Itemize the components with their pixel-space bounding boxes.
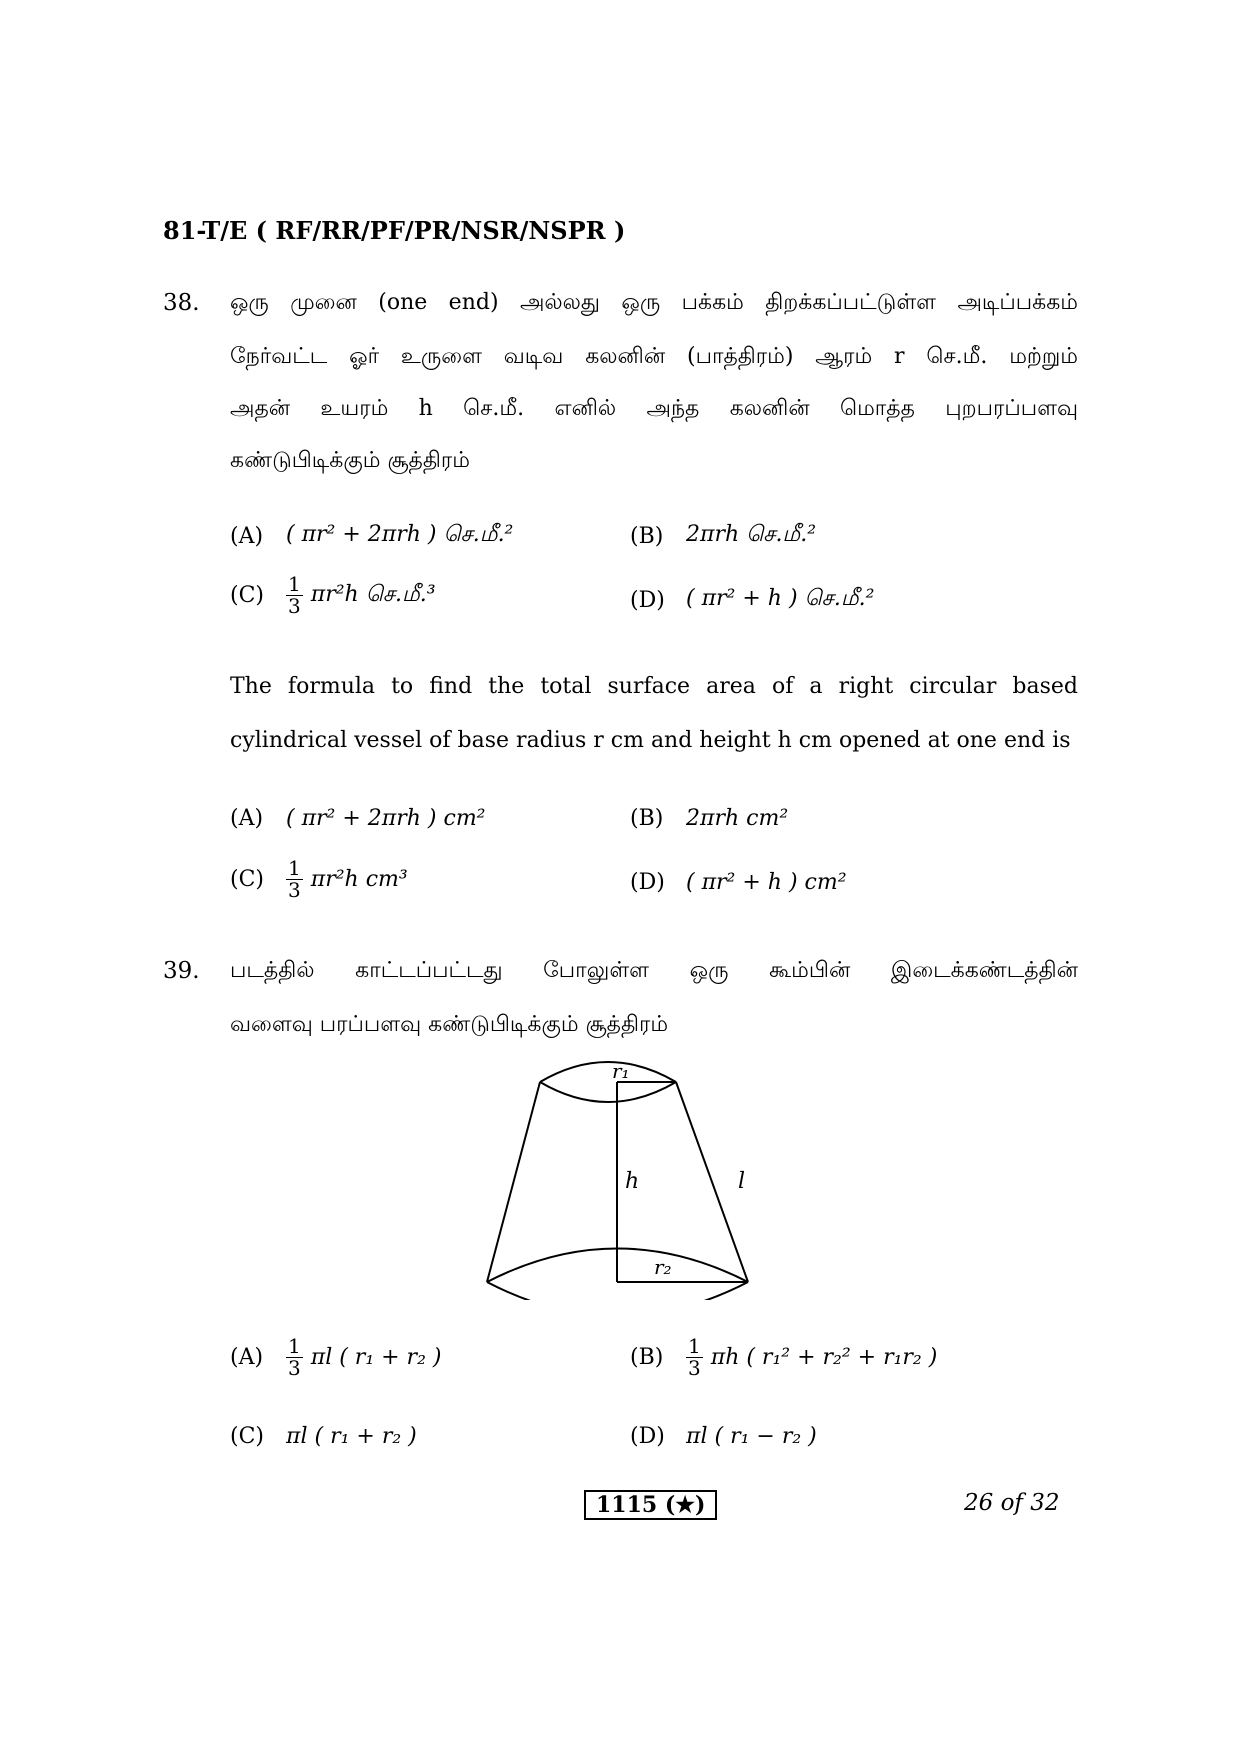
option-label: (C) [230,583,264,608]
q38-tamil-option-d [630,586,874,614]
fraction-numerator: 1 [688,1334,701,1358]
question-number: 38. [163,290,200,316]
fraction [286,574,303,617]
option-text: πh ( r₁² + r₂² + r₁r₂ ) [710,1345,938,1370]
fraction-denominator: 3 [288,594,301,618]
option-label: (A) [230,1345,264,1370]
fraction [286,1336,303,1379]
frustum-figure [480,1060,760,1300]
q38-tamil-line-1: ஒரு முனை (one end) அல்லது ஒரு பக்கம் திறக்கப்பட்டுள்ள அடிப்பக்கம் [230,290,1078,315]
option-label: (C) [230,867,264,892]
q39-option-d [630,1424,817,1449]
option-text: ( πr² + h ) cm² [686,870,847,895]
option-label: (B) [630,806,664,831]
q39-option-a [230,1336,441,1379]
fraction-numerator: 1 [288,1334,301,1358]
option-text: 2πrh செ.மீ.² [686,522,817,547]
bottom-ellipse-front [487,1282,748,1300]
q39-option-b [630,1336,937,1379]
fraction [686,1336,703,1379]
page-number: 26 of 32 [964,1490,1060,1516]
q38-english-line-2: cylindrical vessel of base radius r cm and height h cm opened at one end is [230,728,1071,753]
q39-tamil-line-2: வளைவு பரப்பளவு கண்டுபிடிக்கும் சூத்திரம் [230,1012,669,1037]
left-slant-edge [487,1082,540,1282]
q38-tamil-line-4: கண்டுபிடிக்கும் சூத்திரம் [230,448,470,473]
q38-english-line-1: The formula to find the total surface area of a right circular based [230,674,1078,699]
option-text: ( πr² + h ) செ.மீ.² [686,586,875,611]
fraction [286,858,303,901]
paper-code-header: 81-T/E ( RF/RR/PF/PR/NSR/NSPR ) [163,216,626,245]
q38-tamil-option-c [230,574,436,617]
q39-tamil-line-1: படத்தில் காட்டப்பட்டது போலுள்ள ஒரு கூம்பின் இடைக்கண்டத்தின் [230,958,1078,983]
option-text: πl ( r₁ − r₂ ) [686,1424,817,1449]
option-label: (A) [230,806,264,831]
option-label: (D) [630,1424,665,1449]
q38-english-option-c [230,858,408,901]
label-r1: r₁ [612,1060,630,1083]
option-text: πl ( r₁ + r₂ ) [286,1424,417,1449]
option-text: ( πr² + 2πrh ) செ.மீ.² [286,522,514,547]
label-h: h [625,1169,640,1194]
q38-english-option-b [630,806,788,831]
label-l: l [738,1169,746,1194]
fraction-denominator: 3 [288,1356,301,1380]
booklet-code: 1115 (★) [584,1490,717,1520]
option-text: πl ( r₁ + r₂ ) [310,1345,442,1370]
question-number: 39. [163,958,200,984]
q38-tamil-line-2: நேர்வட்ட ஓர் உருளை வடிவ கலனின் (பாத்திரம்) ஆரம் r செ.மீ. மற்றும் [230,344,1078,369]
label-r2: r₂ [654,1255,672,1279]
top-ellipse-back [540,1062,676,1082]
q38-tamil-option-a [230,522,513,550]
option-label: (B) [630,1345,664,1370]
q38-english-option-a [230,806,486,831]
option-label: (B) [630,523,664,549]
option-label: (A) [230,523,264,549]
fraction-denominator: 3 [688,1356,701,1380]
option-label: (C) [230,1424,264,1449]
fraction-denominator: 3 [288,878,301,902]
q38-tamil-line-3: அதன் உயரம் h செ.மீ. எனில் அந்த கலனின் மொத்த புறபரப்பளவு [230,396,1078,421]
option-text: 2πrh cm² [686,806,789,831]
option-text: πr²h cm³ [310,867,408,892]
option-text: πr²h செ.மீ.³ [310,581,436,607]
q38-english-option-d [630,870,847,895]
q38-tamil-option-b [630,522,816,550]
fraction-numerator: 1 [288,856,301,880]
q39-option-c [230,1424,417,1449]
fraction-numerator: 1 [288,572,301,596]
option-text: ( πr² + 2πrh ) cm² [286,806,486,831]
option-label: (D) [630,587,665,613]
top-ellipse-front [540,1082,676,1102]
option-label: (D) [630,870,665,895]
